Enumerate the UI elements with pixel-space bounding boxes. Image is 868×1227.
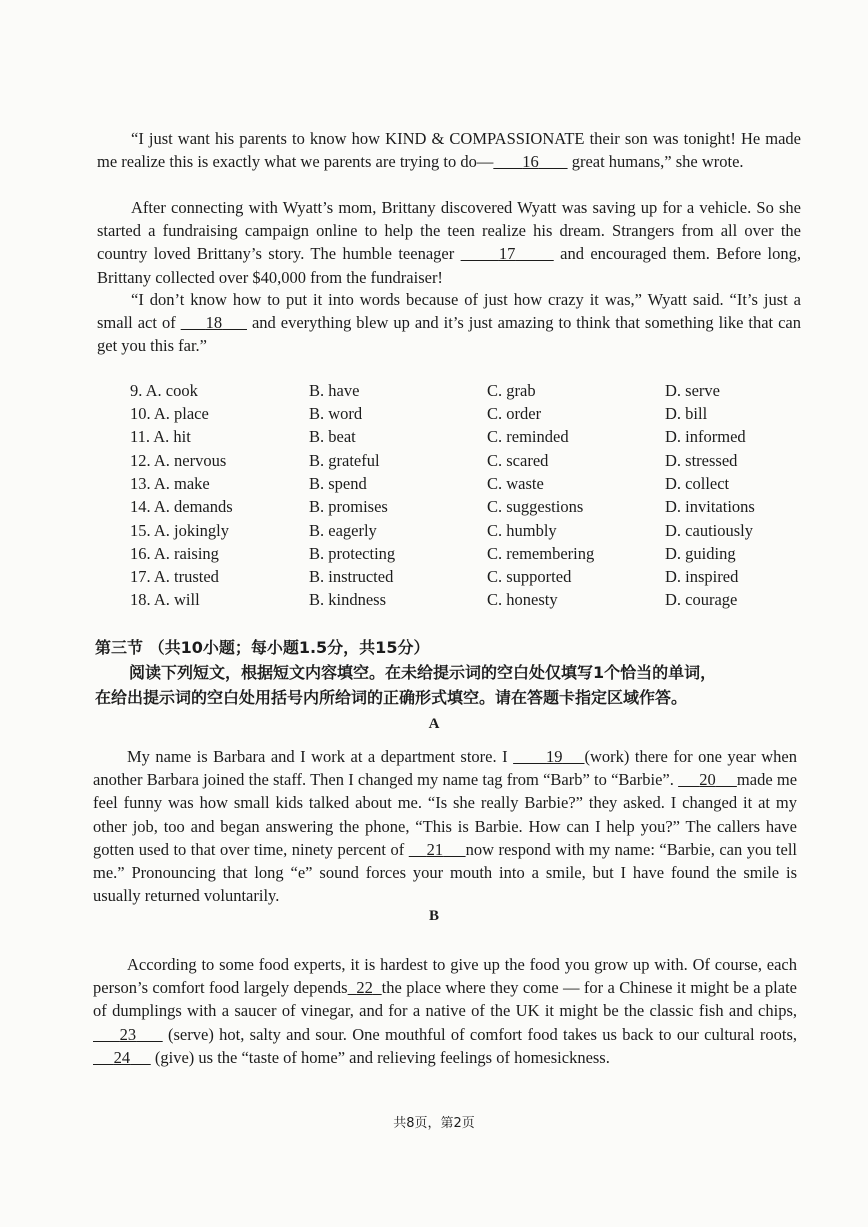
option-a: 15. A. jokingly [130, 521, 230, 540]
option-c: C. grab [487, 381, 536, 400]
option-b: B. beat [309, 427, 356, 446]
option-b: B. instructed [309, 567, 394, 586]
blank-17: 17 [498, 244, 516, 264]
passage-a-text: My name is Barbara and I work at a department store. I 19 (work) there for one year when another Barbara joined the staff. Then I changed my name tag from “Barb” to “Barbie”. 20 made me feel funny was how small kids talked about me. “Is she really Barbie?” they asked. I changed it at my other job, too and began answering the phone, “This is Barbie. How can I help you?” The callers have gotten used to that over time, ninety percent of 21 now respond with my name: “Barbie, can you tell me.” Pronouncing that long “e” sound forces your mouth into a smile, but I have found the smile is usually returned voluntarily. [93, 747, 798, 906]
passage-letter-b: B [428, 908, 439, 924]
passage-letter-a: A [428, 716, 440, 732]
option-d: D. invitations [665, 497, 755, 516]
page-footer: 共8页，第2页 [393, 1116, 475, 1131]
option-a: 9. A. cook [130, 381, 198, 400]
option-d: D. informed [665, 427, 746, 446]
section-instruction-2: 在给出提示词的空白处用括号内所给词的正确形式填空。请在答题卡指定区域作答。 [95, 688, 688, 707]
section-instruction-1: 阅读下列短文，根据短文内容填空。在未给提示词的空白处仅填写1个恰当的单词， [129, 663, 717, 682]
blank-21: 21 [426, 839, 444, 859]
option-row-12 [0, 451, 868, 474]
option-b: B. grateful [309, 451, 380, 470]
option-d: D. bill [665, 404, 708, 423]
blank-16: 16 [522, 152, 539, 172]
option-c: C. suggestions [487, 497, 584, 516]
option-a: 12. A. nervous [130, 451, 227, 470]
option-row-14 [0, 497, 868, 520]
option-d: D. stressed [665, 451, 738, 470]
option-a: 18. A. will [130, 590, 200, 609]
option-d: D. serve [665, 381, 720, 400]
blank-20: 20 [699, 770, 716, 790]
option-c: C. honesty [487, 590, 558, 609]
option-d: D. guiding [665, 544, 736, 563]
passage-paragraph-3: “I don’t know how to put it into words because of just how crazy it was,” Wyatt said. “It’s just a small act of 18 and everything blew up and it’s just amazing to think that something like that can get you this far.” [97, 290, 801, 356]
option-row-16 [0, 544, 868, 567]
option-b: B. eagerly [309, 521, 377, 540]
blank-22: 22 [356, 978, 373, 998]
blank-23: 23 [119, 1024, 137, 1044]
option-b: B. spend [309, 474, 367, 493]
option-a: 11. A. hit [130, 427, 191, 446]
option-d: D. cautiously [665, 521, 753, 540]
option-b: B. kindness [309, 590, 387, 609]
option-row-9 [0, 381, 868, 404]
option-b: B. have [309, 381, 360, 400]
option-row-10 [0, 404, 868, 427]
option-b: B. protecting [309, 544, 396, 563]
option-c: C. reminded [487, 427, 569, 446]
option-d: D. courage [665, 590, 738, 609]
option-d: D. inspired [665, 567, 739, 586]
passage-paragraph-2: After connecting with Wyatt’s mom, Brittany discovered Wyatt was saving up for a vehicle. So she started a fundraising campaign online to help the teen realize his dream. Strangers from all over the country loved Brittany’s story. The humble teenager 17 and encouraged them. Before long, Brittany collected over $40,000 from the fundraiser! [97, 198, 801, 287]
option-c: C. scared [487, 451, 549, 470]
blank-19: 19 [546, 747, 563, 766]
option-c: C. remembering [487, 544, 595, 563]
option-row-13 [0, 474, 868, 497]
blank-18: 18 [205, 313, 223, 333]
option-a: 13. A. make [130, 474, 210, 493]
option-c: C. waste [487, 474, 544, 493]
option-c: C. humbly [487, 521, 557, 540]
option-b: B. word [309, 404, 363, 423]
option-a: 16. A. raising [130, 544, 219, 563]
option-a: 14. A. demands [130, 497, 233, 516]
option-c: C. supported [487, 567, 572, 586]
passage-paragraph-1: “I just want his parents to know how KIND & COMPASSIONATE their son was tonight! He made me realize this is exactly what we parents are trying to do— 16 great humans,” she wrote. [97, 129, 801, 172]
option-a: 10. A. place [130, 404, 209, 423]
option-row-11 [0, 427, 868, 450]
option-c: C. order [487, 404, 542, 423]
option-d: D. collect [665, 474, 730, 493]
option-b: B. promises [309, 497, 388, 516]
section-heading: 第三节 （共10小题；每小题1.5分，共15分） [95, 638, 430, 657]
option-a: 17. A. trusted [130, 567, 219, 586]
option-row-17 [0, 567, 868, 590]
option-row-15 [0, 521, 868, 544]
passage-b-text: According to some food experts, it is hardest to give up the food you grow up with. Of course, each person’s comfort food largely depends 22 the place where they come — for a Chinese it might be a plate of dumplings with a saucer of vinegar, and for a native of the UK it might be the classic fish and chips, 23 (serve) hot, salty and sour. One mouthful of comfort food takes us back to our cultural roots, 24 (give) us the “taste of home” and relieving feelings of homesickness. [93, 955, 798, 1067]
blank-24: 24 [113, 1047, 131, 1067]
option-row-18 [0, 590, 868, 613]
